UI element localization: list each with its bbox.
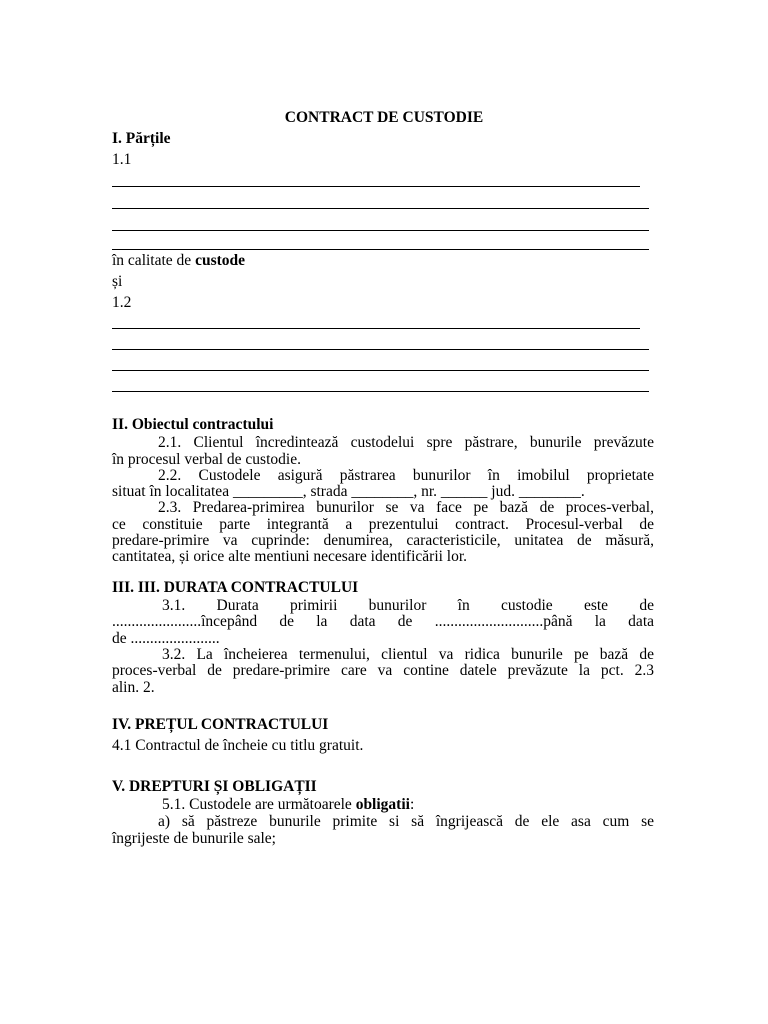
clause-5-1 (162, 796, 654, 813)
section-5-heading: V. DREPTURI ȘI OBLIGAȚII (112, 778, 317, 795)
clause-5-1-a-line-1: a) să păstreze bunurile primite si să îngrijească de ele asa cum se (158, 813, 654, 830)
clause-3-2-line-1: 3.2. La încheierea termenului, clientul va ridica bunurile pe bază de (162, 646, 654, 663)
role-custode: custode (195, 252, 246, 269)
section-2-heading: II. Obiectul contractului (112, 416, 274, 433)
clause-3-1-line-1: 3.1. Durata primirii bunurilor în custodie este de (162, 597, 654, 614)
section-1-heading: I. Părțile (112, 130, 171, 147)
clause-4-1: 4.1 Contractul de încheie cu titlu gratuit. (112, 737, 364, 754)
clause-5-1-a-line-2: îngrijeste de bunurile sale; (112, 830, 276, 847)
role-prefix: în calitate de (112, 252, 196, 269)
clause-5-1-bold: obligatii (355, 796, 410, 813)
blank-line (112, 208, 649, 209)
clause-5-1-prefix: 5.1. Custodele are următoarele (162, 796, 356, 813)
section-4-heading: IV. PREȚUL CONTRACTULUI (112, 716, 329, 733)
custode-role-line (112, 252, 654, 269)
clause-3-2-line-2: proces-verbal de predare-primire care va contine datele prevăzute la pct. 2.3 (112, 662, 654, 679)
party-2-number: 1.2 (112, 294, 132, 311)
party-1-number: 1.1 (112, 151, 132, 168)
blank-line (112, 186, 640, 187)
clause-3-1-line-3: de ....................... (112, 630, 220, 647)
clause-3-2-line-3: alin. 2. (112, 679, 155, 696)
clause-2-3-line-3: predare-primire va cuprinde: denumirea, caracteristicile, unitatea de măsură, (112, 532, 654, 549)
blank-line (112, 328, 640, 329)
clause-2-3-line-1: 2.3. Predarea-primirea bunurilor se va face pe bază de proces-verbal, (158, 499, 654, 516)
clause-5-1-suffix: : (409, 796, 415, 813)
clause-2-2-line-2: situat în localitatea _________, strada ________, nr. ______ jud. ________. (112, 483, 585, 500)
conjunction-text: și (112, 273, 123, 290)
blank-line (112, 349, 649, 350)
document-title: CONTRACT DE CUSTODIE (284, 109, 484, 126)
blank-line (112, 249, 649, 250)
clause-2-2-line-1: 2.2. Custodele asigură păstrarea bunurilor în imobilul proprietate (158, 467, 654, 484)
clause-2-1-line-1: 2.1. Clientul încredintează custodelui spre păstrare, bunurile prevăzute (158, 434, 654, 451)
blank-line (112, 370, 649, 371)
section-3-heading: III. III. DURATA CONTRACTULUI (112, 579, 359, 596)
blank-line (112, 391, 649, 392)
clause-2-3-line-2: ce constituie parte integrantă a prezentului contract. Procesul-verbal de (112, 516, 654, 533)
blank-line (112, 230, 649, 231)
clause-3-1-line-2: .......................începând de la data de ............................până la data (112, 613, 654, 630)
clause-2-1-line-2: în procesul verbal de custodie. (112, 451, 301, 468)
clause-2-3-line-4: cantitatea, și orice alte mentiuni necesare identificării lor. (112, 548, 468, 565)
